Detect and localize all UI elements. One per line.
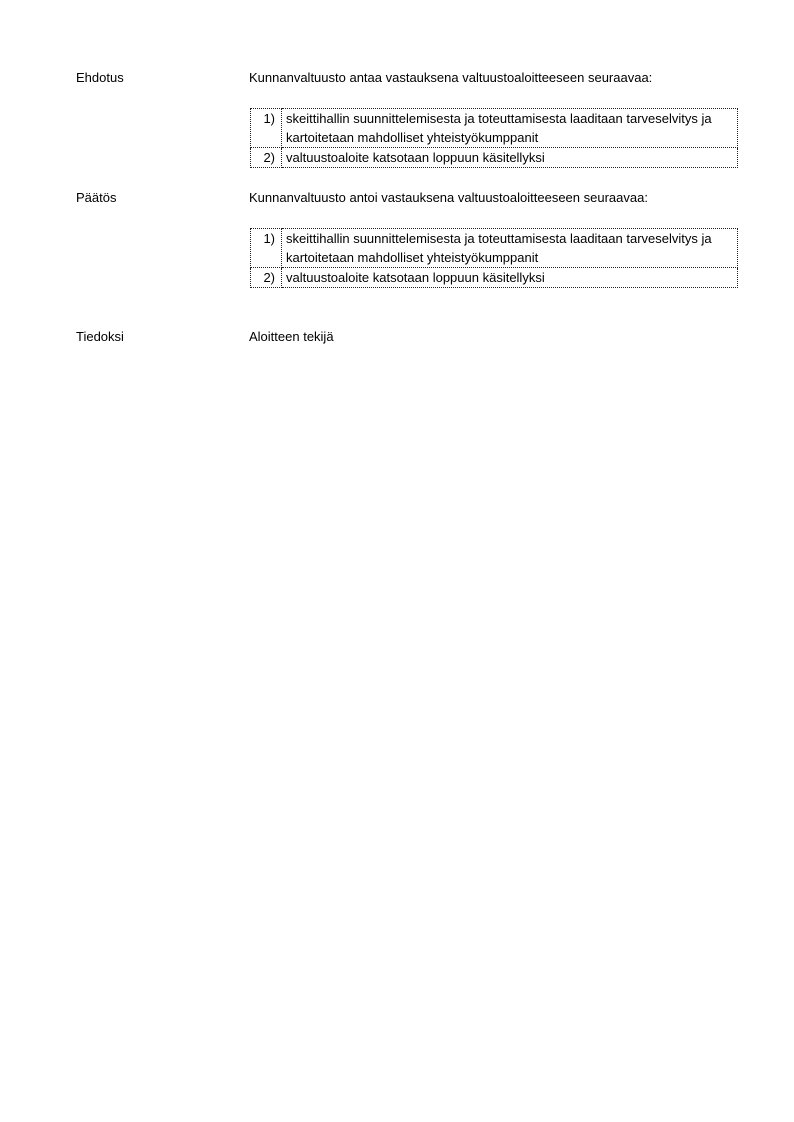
list-item bbox=[251, 148, 738, 168]
item-number: 1) bbox=[251, 229, 282, 268]
item-number: 1) bbox=[251, 109, 282, 148]
tiedoksi-label: Tiedoksi bbox=[76, 329, 124, 344]
ehdotus-intro: Kunnanvaltuusto antaa vastauksena valtuustoaloitteeseen seuraavaa: bbox=[249, 70, 653, 85]
paatos-label: Päätös bbox=[76, 190, 117, 205]
item-text: skeittihallin suunnittelemisesta ja toteuttamisesta laaditaan tarveselvitys ja kartoitetaan mahdolliset yhteistyökumppanit bbox=[282, 109, 738, 148]
ehdotus-items-table bbox=[250, 108, 738, 168]
list-item bbox=[251, 229, 738, 268]
tiedoksi-value: Aloitteen tekijä bbox=[249, 329, 334, 344]
paatos-items-table bbox=[250, 228, 738, 288]
ehdotus-label: Ehdotus bbox=[76, 70, 124, 85]
item-number: 2) bbox=[251, 148, 282, 168]
item-text: valtuustoaloite katsotaan loppuun käsitellyksi bbox=[282, 268, 738, 288]
list-item bbox=[251, 109, 738, 148]
item-text: skeittihallin suunnittelemisesta ja toteuttamisesta laaditaan tarveselvitys ja kartoitetaan mahdolliset yhteistyökumppanit bbox=[282, 229, 738, 268]
item-text: valtuustoaloite katsotaan loppuun käsitellyksi bbox=[282, 148, 738, 168]
item-number: 2) bbox=[251, 268, 282, 288]
list-item bbox=[251, 268, 738, 288]
paatos-intro: Kunnanvaltuusto antoi vastauksena valtuustoaloitteeseen seuraavaa: bbox=[249, 190, 648, 205]
